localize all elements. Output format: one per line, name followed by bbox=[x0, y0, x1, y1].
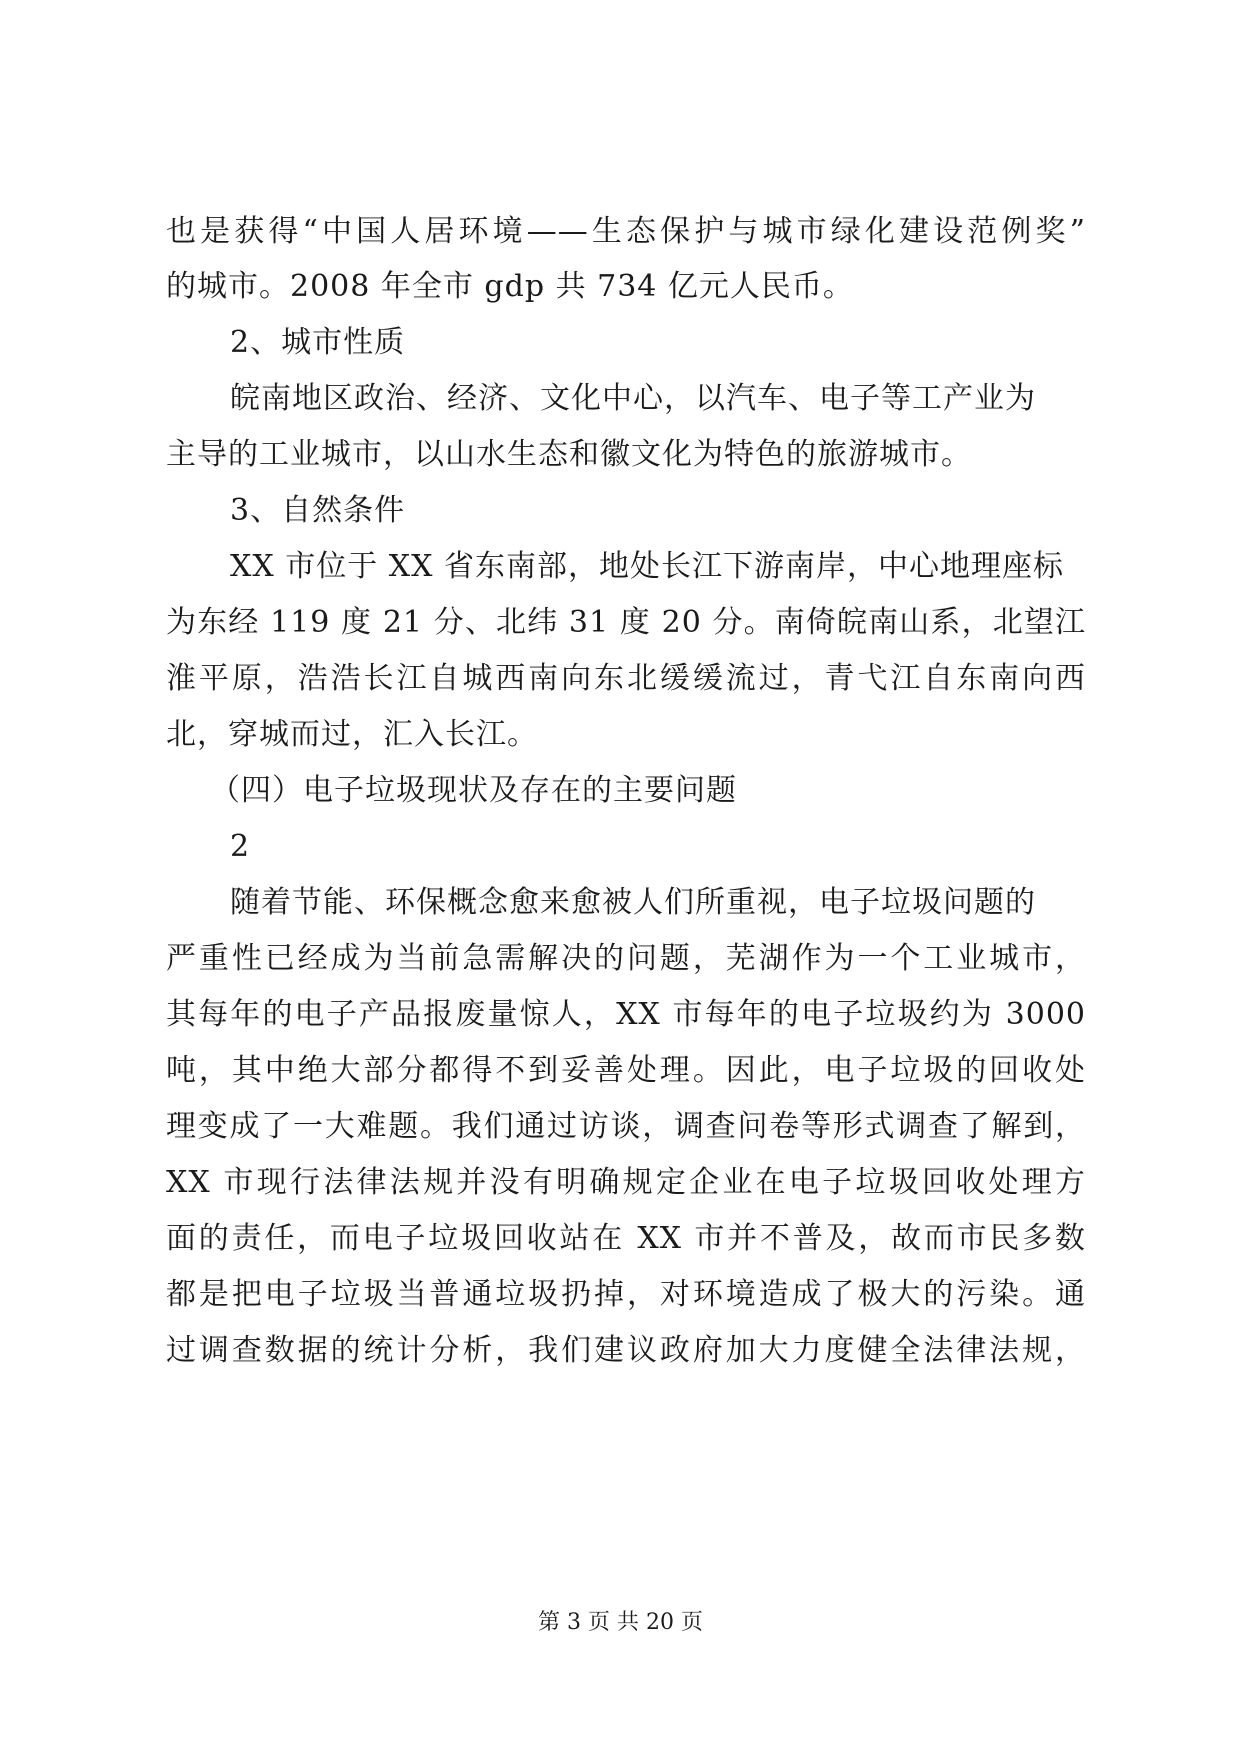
body-text-line: 的城市。2008 年全市 gdp 共 734 亿元人民币。 bbox=[166, 269, 854, 304]
body-text-line: 严重性已经成为当前急需解决的问题，芜湖作为一个工业城市， bbox=[166, 941, 1086, 976]
body-text-line: 过调查数据的统计分析，我们建议政府加大力度健全法律法规， bbox=[166, 1333, 1086, 1368]
section-heading: 3、自然条件 bbox=[230, 493, 406, 528]
body-text-line: 其每年的电子产品报废量惊人，XX 市每年的电子垃圾约为 3000 bbox=[166, 997, 1086, 1032]
page-number-footer: 第 3 页 共 20 页 bbox=[538, 1610, 703, 1635]
section-heading: （四）电子垃圾现状及存在的主要问题 bbox=[210, 773, 737, 808]
section-heading: 2、城市性质 bbox=[230, 325, 406, 360]
body-text-line: 吨，其中绝大部分都得不到妥善处理。因此，电子垃圾的回收处 bbox=[166, 1053, 1086, 1088]
body-text-line: 皖南地区政治、经济、文化中心，以汽车、电子等工产业为 bbox=[230, 381, 1036, 416]
body-text-line: 主导的工业城市，以山水生态和徽文化为特色的旅游城市。 bbox=[166, 437, 972, 472]
body-text-line: 也是获得“中国人居环境——生态保护与城市绿化建设范例奖” bbox=[166, 214, 1086, 249]
body-text-line: 随着节能、环保概念愈来愈被人们所重视，电子垃圾问题的 bbox=[230, 885, 1036, 920]
body-text-line: 都是把电子垃圾当普通垃圾扔掉，对环境造成了极大的污染。通 bbox=[166, 1277, 1086, 1312]
body-text-line: 北，穿城而过，汇入长江。 bbox=[166, 717, 538, 752]
body-text-line: XX 市位于 XX 省东南部，地处长江下游南岸，中心地理座标 bbox=[230, 549, 1065, 584]
body-text-line: XX 市现行法律法规并没有明确规定企业在电子垃圾回收处理方 bbox=[166, 1165, 1086, 1200]
body-text-line: 2 bbox=[230, 829, 251, 864]
body-text-line: 淮平原，浩浩长江自城西南向东北缓缓流过，青弋江自东南向西 bbox=[166, 661, 1086, 696]
body-text-line: 为东经 119 度 21 分、北纬 31 度 20 分。南倚皖南山系，北望江 bbox=[166, 605, 1086, 640]
body-text-line: 面的责任，而电子垃圾回收站在 XX 市并不普及，故而市民多数 bbox=[166, 1221, 1086, 1256]
body-text-line: 理变成了一大难题。我们通过访谈，调查问卷等形式调查了解到， bbox=[166, 1109, 1086, 1144]
